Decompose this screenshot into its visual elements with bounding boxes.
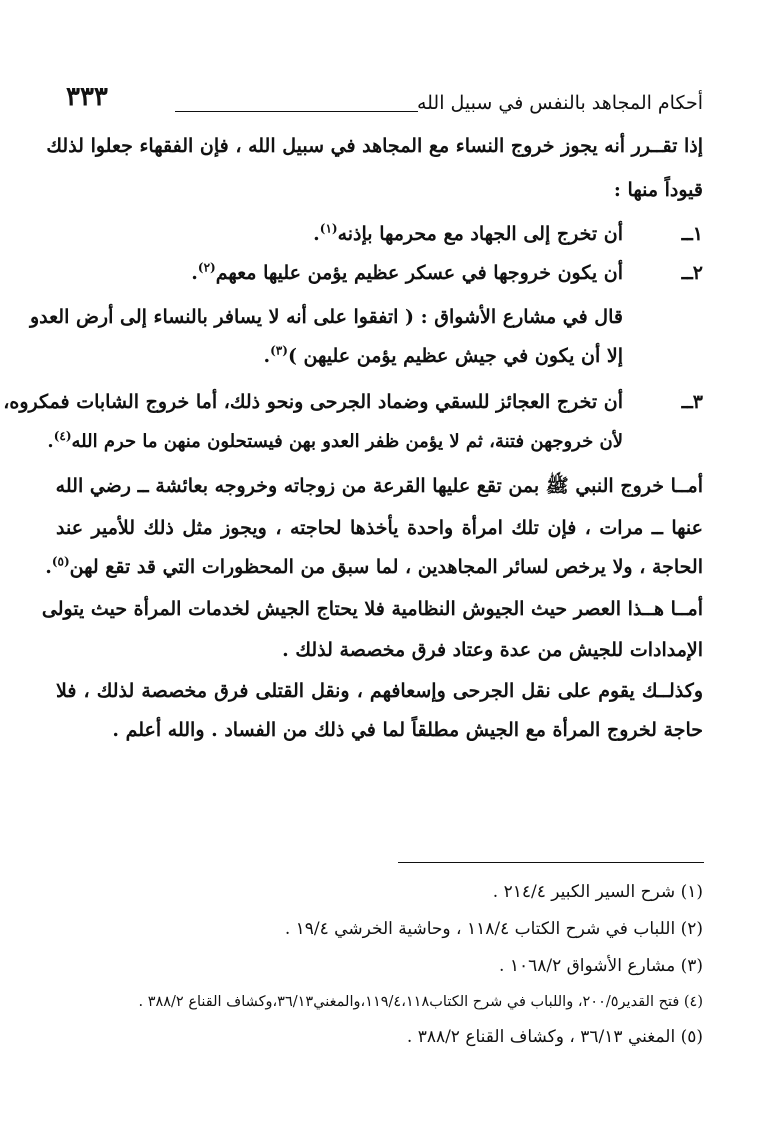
para-2-line-3: الحاجة ، ولا يرخص لسائر المجاهدين ، لما سبق من المحظورات التي قد تقع لهن$^{(٥)}$. xyxy=(45,554,703,578)
header-rule xyxy=(175,111,418,112)
running-header-title: أحكام المجاهد بالنفس في سبيل الله xyxy=(416,92,703,114)
para-2-line-2: عنها ــ مرات ، فإن تلك امرأة واحدة يأخذها لحاجته ، ويجوز مثل ذلك للأمير عند xyxy=(56,517,703,539)
footnote-3: (٣) مشارع الأشواق ١٠٦٨/٢ . xyxy=(499,956,703,976)
item-1-number: ١ــ xyxy=(681,223,703,245)
intro-line-1: إذا تقــرر أنه يجوز خروج النساء مع المجاهد في سبيل الله ، فإن الفقهاء جعلوا لذلك xyxy=(46,135,703,157)
item-3-line-2: لأن خروجهن فتنة، ثم لا يؤمن ظفر العدو بهن فيستحلون منهن ما حرم الله$^{(٤)}$. xyxy=(47,429,623,452)
item-3-line-1: أن تخرج العجائز للسقي وضماد الجرحى ونحو ذلك، أما خروج الشابات فمكروه، xyxy=(3,391,623,413)
footnote-1: (١) شرح السير الكبير ٢١٤/٤ . xyxy=(492,882,703,902)
para-4-line-2: حاجة لخروج المرأة مع الجيش مطلقاً لما في ذلك من الفساد . والله أعلم . xyxy=(112,719,703,741)
footnote-ref-5: (٥) xyxy=(51,554,70,569)
footnote-ref-4: (٤) xyxy=(53,429,72,443)
intro-line-2: قيوداً منها : xyxy=(613,179,703,201)
footnote-2: (٢) اللباب في شرح الكتاب ١١٨/٤ ، وحاشية الخرشي ١٩/٤ . xyxy=(284,919,703,939)
footnote-5: (٥) المغني ٣٦/١٣ ، وكشاف القناع ٣٨٨/٢ . xyxy=(406,1027,703,1047)
para-4-line-1: وكذلــك يقوم على نقل الجرحى وإسعافهم ، ونقل القتلى فرق مخصصة لذلك ، فلا xyxy=(56,680,703,702)
footnote-ref-2: (٢) xyxy=(197,260,216,275)
page-number: ٣٣٣ xyxy=(66,82,108,112)
footnote-4: (٤) فتح القدير٢٠٠/٥، واللباب في شرح الكتاب١١٩/٤،١١٨،والمغني٣٦/١٣،وكشاف القناع ٣٨٨/٢ . xyxy=(138,994,703,1010)
para-3-line-2: الإمدادات للجيش من عدة وعتاد فرق مخصصة لذلك . xyxy=(282,639,703,661)
para-2-line-1: أمــا خروج النبي ﷺ بمن تقع عليها القرعة من زوجاته وخروجه بعائشة ــ رضي الله xyxy=(55,475,703,497)
item-2-number: ٢ــ xyxy=(681,262,703,284)
footnote-ref-3: (٣) xyxy=(270,343,288,358)
footnote-ref-1: (١) xyxy=(319,221,338,236)
footnote-separator xyxy=(398,862,704,863)
item-3-number: ٣ــ xyxy=(681,391,703,413)
quote-line-2: إلا أن يكون في جيش عظيم يؤمن عليهن )$^{(٣)}$. xyxy=(263,343,623,367)
item-1-text: أن تخرج إلى الجهاد مع محرمها بإذنه$^{(١)}$. xyxy=(313,221,623,245)
item-2-text: أن يكون خروجها في عسكر عظيم يؤمن عليها معهم$^{(٢)}$. xyxy=(191,260,623,284)
para-3-line-1: أمــا هــذا العصر حيث الجيوش النظامية فلا يحتاج الجيش لخدمات المرأة حيث يتولى xyxy=(41,598,703,620)
quote-line-1: قال في مشارع الأشواق : ( اتفقوا على أنه لا يسافر بالنساء إلى أرض العدو xyxy=(29,306,623,328)
